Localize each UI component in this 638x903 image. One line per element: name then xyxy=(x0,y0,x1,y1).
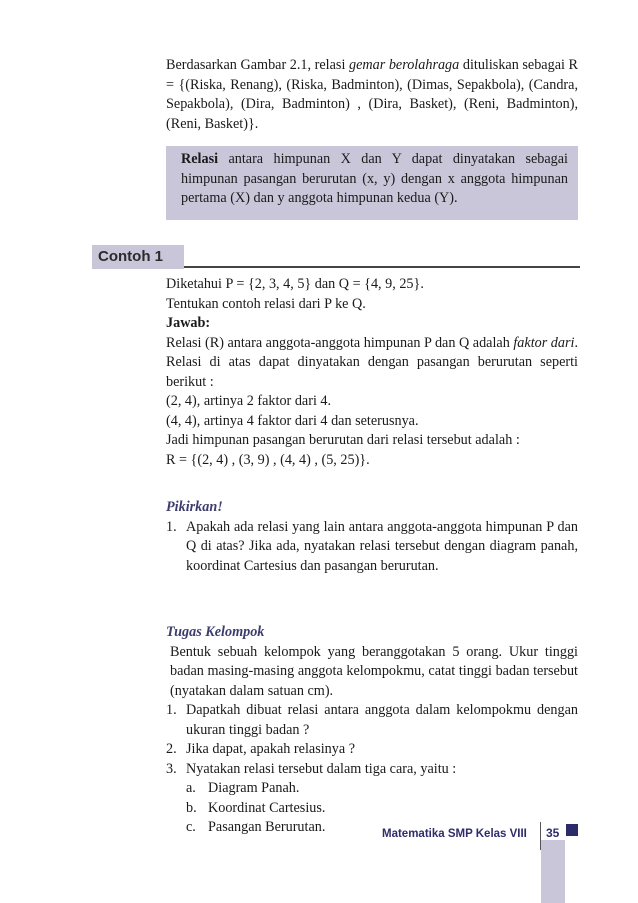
list-item-number: 1. xyxy=(166,518,177,535)
example-answer-6: R = {(2, 4) , (3, 9) , (4, 4) , (5, 25)}. xyxy=(166,451,370,468)
definition-text xyxy=(181,150,568,209)
list-item-text: Diagram Panah. xyxy=(208,780,300,796)
list-item-letter: a. xyxy=(186,780,196,796)
example-content xyxy=(166,275,578,470)
list-item-text: Pasangan Berurutan. xyxy=(208,819,326,835)
list-item-number: 2. xyxy=(166,741,177,757)
list-item xyxy=(186,779,578,799)
page-marker-square xyxy=(566,824,578,836)
list-item-text: Jika dapat, apakah relasinya ? xyxy=(186,741,355,757)
intro-text-pre: Berdasarkan Gambar 2.1, relasi xyxy=(166,57,349,73)
tugas-section xyxy=(166,623,578,838)
example-answer-4: (4, 4), artinya 4 faktor dari 4 dan seterusnya. xyxy=(166,412,419,429)
footer-book-title: Matematika SMP Kelas VIII xyxy=(382,828,527,840)
example-task: Tentukan contoh relasi dari P ke Q. xyxy=(166,295,366,312)
example-answer-5: Jadi himpunan pasangan berurutan dari relasi tersebut adalah : xyxy=(166,432,520,448)
intro-text-emphasis: gemar berolahraga xyxy=(348,57,460,73)
tugas-list xyxy=(166,701,578,838)
pikirkan-list xyxy=(166,518,578,577)
example-label: Contoh 1 xyxy=(92,245,184,269)
list-item-text: Nyatakan relasi tersebut dalam tiga cara, yaitu : xyxy=(186,760,457,777)
page-side-bar xyxy=(541,840,565,903)
tugas-title: Tugas Kelompok xyxy=(166,624,265,640)
list-item xyxy=(186,799,578,819)
list-item xyxy=(166,760,578,780)
example-answer-1: Relasi (R) antara anggota-anggota himpunan P dan Q adalah faktor dari. xyxy=(166,334,578,351)
definition-term: Relasi xyxy=(181,151,219,167)
list-item-number: 1. xyxy=(166,702,177,718)
pikirkan-title: Pikirkan! xyxy=(166,499,223,515)
example-answer-2: Relasi di atas dapat dinyatakan dengan pasangan berurutan seperti berikut : xyxy=(166,354,578,390)
tugas-intro: Bentuk sebuah kelompok yang beranggotakan 5 orang. Ukur tinggi badan masing-masing anggota kelompokmu, catat tinggi badan tersebut (nyatakan dalam satuan cm). xyxy=(170,643,578,699)
list-item-text: Dapatkah dibuat relasi antara anggota dalam kelompokmu dengan ukuran tinggi badan ? xyxy=(186,702,578,738)
intro-paragraph xyxy=(166,56,578,134)
list-item-text: Koordinat Cartesius. xyxy=(208,799,326,816)
list-item-number: 3. xyxy=(166,760,177,777)
list-item xyxy=(166,518,578,577)
list-item-text: Apakah ada relasi yang lain antara anggota-anggota himpunan P dan Q di atas? Jika ada, nyatakan relasi tersebut dengan diagram panah, koordinat Cartesius dan pasangan berurutan. xyxy=(186,518,578,574)
example-given: Diketahui P = {2, 3, 4, 5} dan Q = {4, 9, 25}. xyxy=(166,276,424,292)
list-item-letter: b. xyxy=(186,799,197,816)
list-item-letter: c. xyxy=(186,819,196,835)
list-item xyxy=(166,701,578,740)
pikirkan-section xyxy=(166,498,578,576)
example-divider xyxy=(184,266,580,268)
example-answer-label: Jawab: xyxy=(166,315,211,331)
example-answer-emphasis: faktor dari xyxy=(513,334,575,351)
definition-body: antara himpunan X dan Y dapat dinyatakan sebagai himpunan pasangan berurutan (x, y) dengan x anggota himpunan pertama (X) dan y anggota himpunan kedua (Y). xyxy=(181,151,568,206)
definition-box xyxy=(166,146,578,220)
example-answer-3: (2, 4), artinya 2 faktor dari 4. xyxy=(166,393,332,409)
page-number: 35 xyxy=(546,826,560,840)
list-item xyxy=(166,740,578,760)
intro-text-post: dituliskan sebagai R = {(Riska, Renang), (Riska, Badminton), (Dimas, Sepakbola), (Candra, Sepakbola), (Dira, Badminton) , (Dira, Basket), (Reni, Badminton), (Reni, Basket)}. xyxy=(166,57,578,132)
